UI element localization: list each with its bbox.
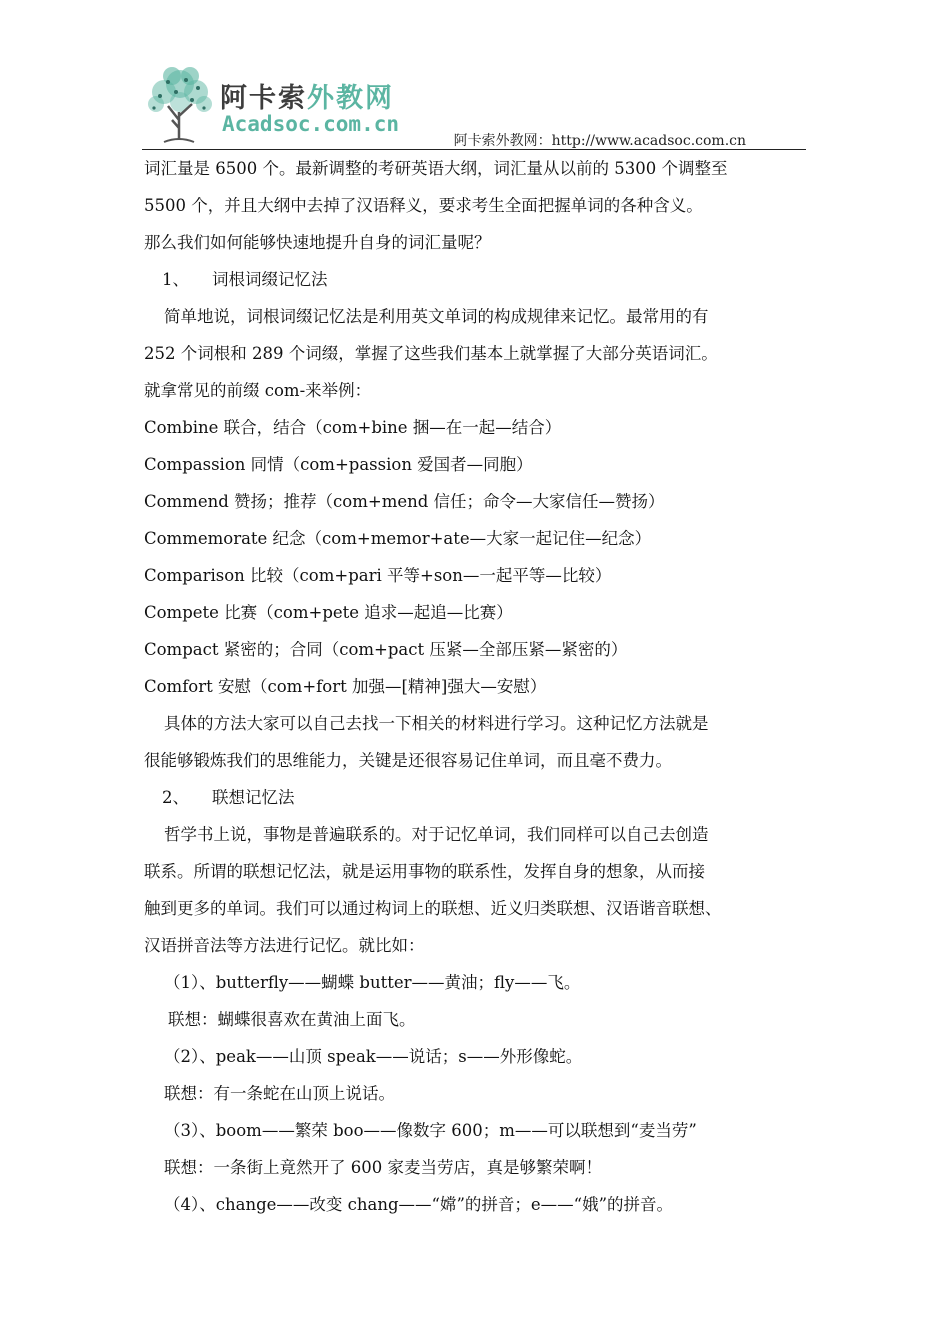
brand-name-cn: 阿卡索外教网: [220, 83, 394, 114]
example-line: Combine 联合，结合（com+bine 捆—在一起—结合）: [144, 418, 562, 437]
paragraph-line: 就拿常见的前缀 com-来举例：: [144, 381, 372, 400]
intro-line: 5500 个，并且大纲中去掉了汉语释义，要求考生全面把握单词的各种含义。: [144, 196, 703, 215]
list-item: （4）、change——改变 chang——“嫦”的拼音；e——“娥”的拼音。: [164, 1195, 674, 1214]
paragraph-line: 联系。所谓的联想记忆法，就是运用事物的联系性，发挥自身的想象，从而接: [144, 862, 705, 881]
example-line: Commemorate 纪念（com+memor+ate—大家一起记住—纪念）: [144, 529, 652, 548]
intro-line: 词汇量是 6500 个。最新调整的考研英语大纲，词汇量从以前的 5300 个调整至: [144, 159, 728, 178]
header-url: 阿卡索外教网：http://www.acadsoc.com.cn: [453, 133, 746, 149]
paragraph-line: 具体的方法大家可以自己去找一下相关的材料进行学习。这种记忆方法就是: [164, 714, 709, 733]
section-heading-2: 2、 联想记忆法: [162, 788, 295, 807]
document-body: [144, 150, 814, 1223]
paragraph-line: 触到更多的单词。我们可以通过构词上的联想、近义归类联想、汉语谐音联想、: [144, 899, 722, 918]
example-line: Comfort 安慰（com+fort 加强—[精神]强大—安慰）: [144, 677, 547, 696]
example-line: Compact 紧密的；合同（com+pact 压紧—全部压紧—紧密的）: [144, 640, 628, 659]
list-item: （3）、boom——繁荣 boo——像数字 600；m——可以联想到“麦当劳”: [164, 1121, 697, 1140]
list-item: 联想：蝴蝶很喜欢在黄油上面飞。: [168, 1010, 416, 1029]
paragraph-line: 简单地说，词根词缀记忆法是利用英文单词的构成规律来记忆。最常用的有: [164, 307, 709, 326]
paragraph-line: 很能够锻炼我们的思维能力，关键是还很容易记住单词，而且毫不费力。: [144, 751, 672, 770]
paragraph-line: 252 个词根和 289 个词缀，掌握了这些我们基本上就掌握了大部分英语词汇。: [144, 344, 718, 363]
example-line: Compete 比赛（com+pete 追求—起追—比赛）: [144, 603, 513, 622]
list-item: 联想：一条街上竟然开了 600 家麦当劳店，真是够繁荣啊！: [164, 1158, 602, 1177]
paragraph-line: 哲学书上说，事物是普遍联系的。对于记忆单词，我们同样可以自己去创造: [164, 825, 709, 844]
section-heading-1: 1、 词根词缀记忆法: [162, 270, 328, 289]
example-line: Compassion 同情（com+passion 爱国者—同胞）: [144, 455, 533, 474]
list-item: 联想：有一条蛇在山顶上说话。: [164, 1084, 395, 1103]
intro-line: 那么我们如何能够快速地提升自身的词汇量呢？: [144, 233, 491, 252]
example-line: Commend 赞扬；推荐（com+mend 信任；命令—大家信任—赞扬）: [144, 492, 665, 511]
page-header: [142, 62, 806, 152]
paragraph-line: 汉语拼音法等方法进行记忆。就比如：: [144, 936, 425, 955]
tree-logo-icon: [142, 62, 217, 144]
list-item: （2）、peak——山顶 speak——说话；s——外形像蛇。: [164, 1047, 583, 1066]
list-item: （1）、butterfly——蝴蝶 butter——黄油；fly——飞。: [164, 973, 581, 992]
brand-name-en: Acadsoc.com.cn: [222, 112, 400, 136]
example-line: Comparison 比较（com+pari 平等+son—一起平等—比较）: [144, 566, 612, 585]
